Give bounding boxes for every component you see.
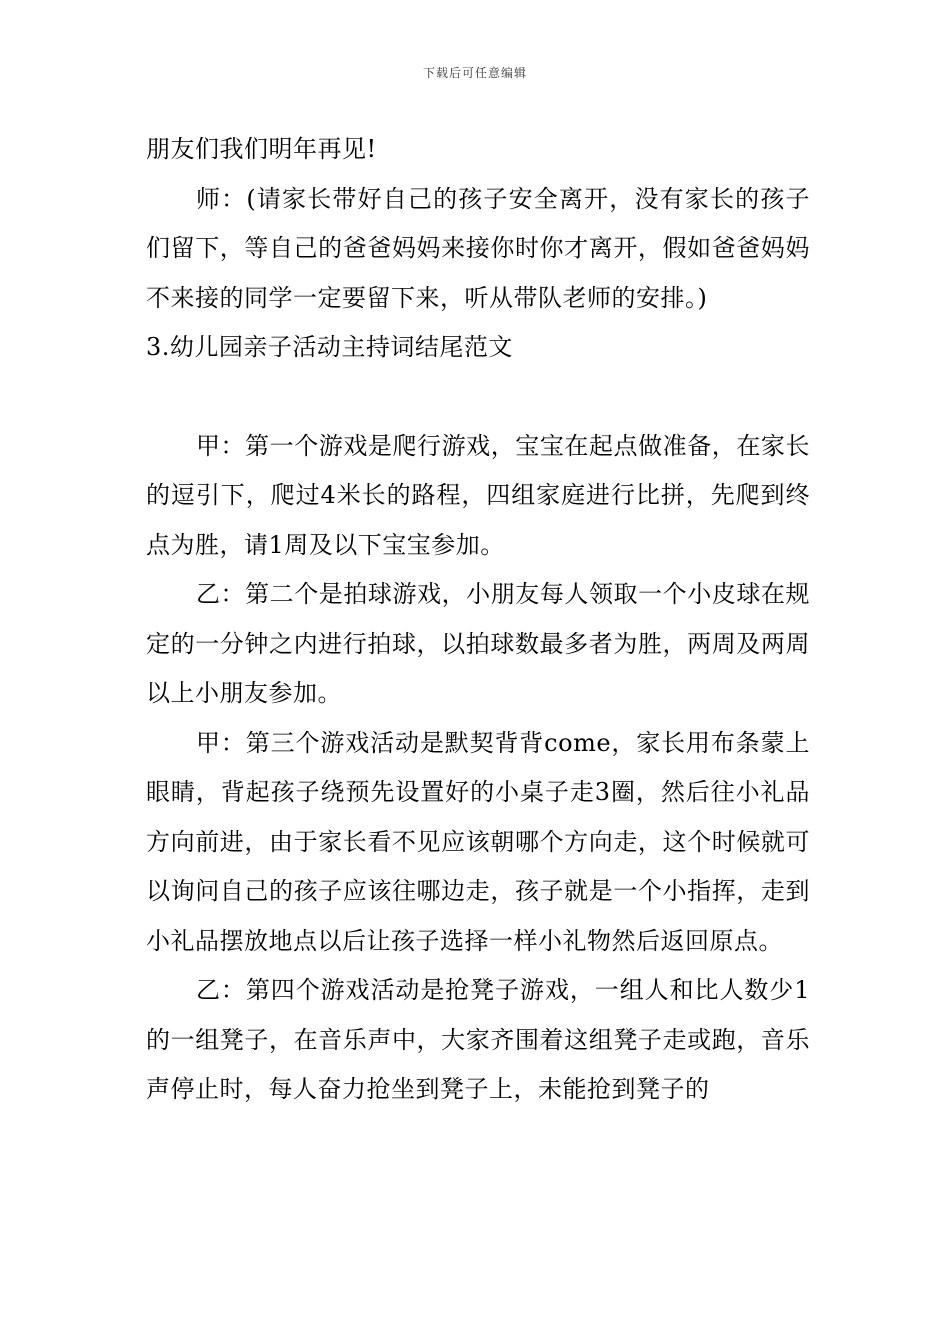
- paragraph-game-three: 甲：第三个游戏活动是默契背背come，家长用布条蒙上眼睛，背起孩子绕预先设置好的小桌子走3圈，然后往小礼品方向前进，由于家长看不见应该朝哪个方向走，这个时候就可以询问自己的孩子应该往哪边走，孩子就是一个小指挥，走到小礼品摆放地点以后让孩子选择一样小礼物然后返回原点。: [146, 728, 810, 955]
- page-header: 下载后可任意编辑: [422, 66, 527, 80]
- paragraph-game-four: 乙：第四个游戏活动是抢凳子游戏，一组人和比人数少1的一组凳子，在音乐声中，大家齐围着这组凳子走或跑，音乐声停止时，每人奋力抢坐到凳子上，未能抢到凳子的: [146, 976, 810, 1103]
- paragraph-closing-line: 朋友们我们明年再见!: [146, 135, 377, 163]
- paragraph-game-one: 甲：第一个游戏是爬行游戏，宝宝在起点做准备，在家长的逗引下，爬过4米长的路程，四组家庭进行比拼，先爬到终点为胜，请1周及以下宝宝参加。: [146, 431, 810, 559]
- paragraph-teacher-instruction: 师：(请家长带好自己的孩子安全离开，没有家长的孩子们留下，等自己的爸爸妈妈来接你时你才离开，假如爸爸妈妈不来接的同学一定要留下来，听从带队老师的安排。): [146, 184, 810, 312]
- paragraph-game-two: 乙：第二个是拍球游戏，小朋友每人领取一个小皮球在规定的一分钟之内进行拍球，以拍球数最多者为胜，两周及两周以上小朋友参加。: [146, 580, 810, 707]
- document-body: [146, 125, 810, 1115]
- section-heading: 3.幼儿园亲子活动主持词结尾范文: [146, 333, 513, 361]
- blank-line: [146, 373, 810, 422]
